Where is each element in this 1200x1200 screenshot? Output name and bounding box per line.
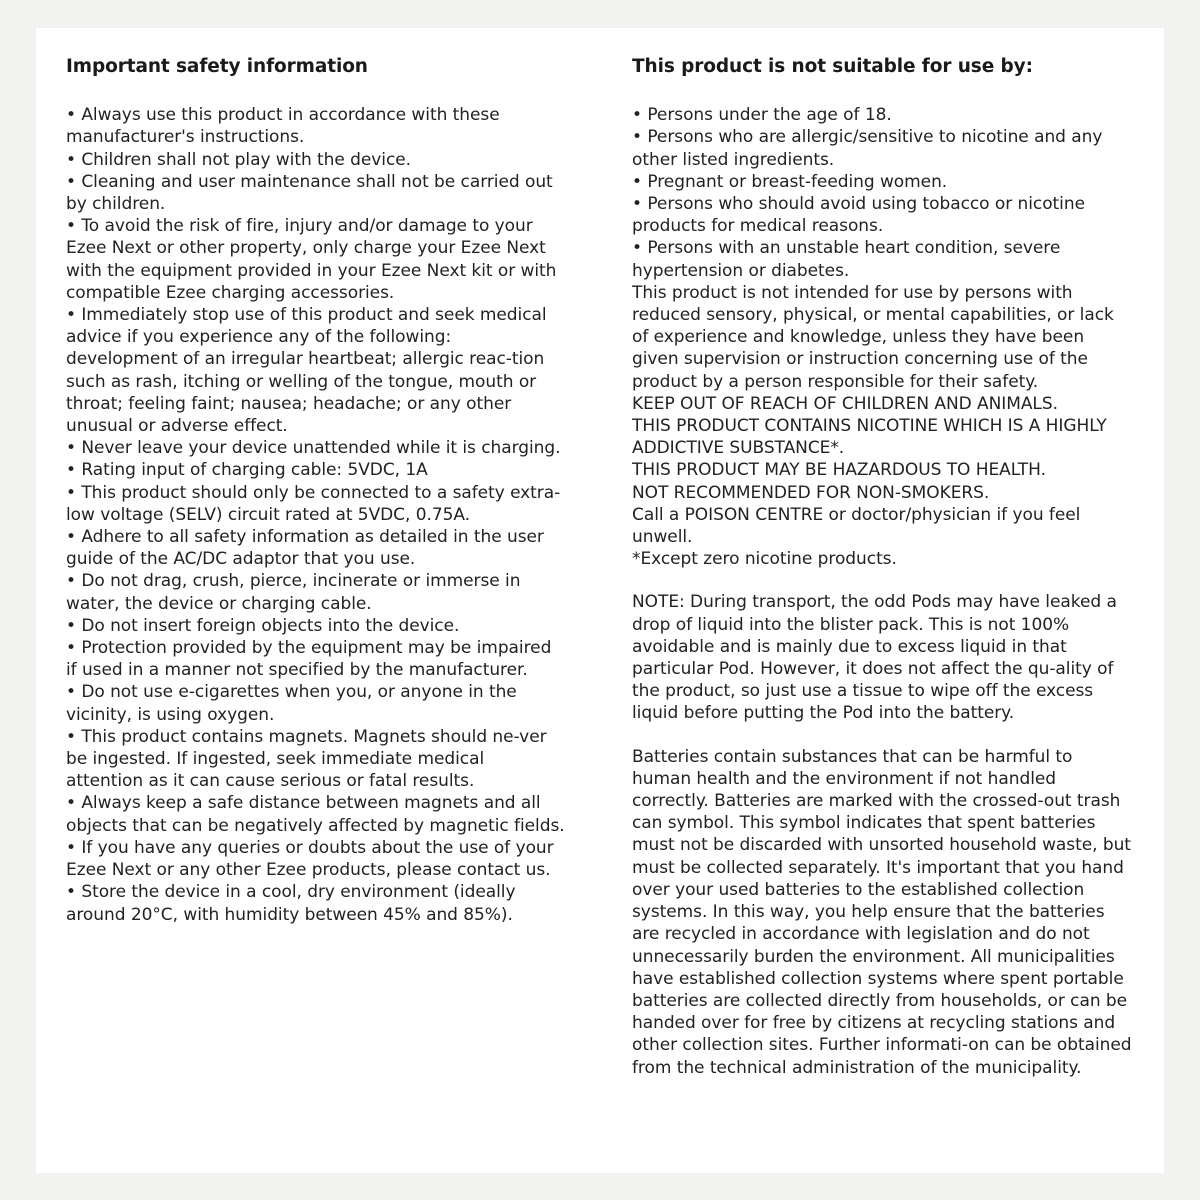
warning-text: NOT RECOMMENDED FOR NON-SMOKERS. — [632, 482, 990, 503]
document-page — [36, 28, 1164, 1173]
list-item: • Always keep a safe distance between magnets and all objects that can be negatively affected by magnetic fields. — [66, 793, 565, 836]
safety-information-column — [66, 56, 566, 1079]
warning-text: Call a POISON CENTRE or doctor/physician if you feel unwell. — [632, 504, 1081, 548]
safety-information-heading: Important safety information — [66, 56, 368, 77]
list-item: • Persons who are allergic/sensitive to nicotine and any other listed ingredients. — [632, 127, 1103, 170]
list-item: • This product should only be connected to a safety extra-low voltage (SELV) circuit rated at 5VDC, 0.75A. — [66, 482, 561, 525]
list-item: • Pregnant or breast-feeding women. — [632, 171, 948, 192]
list-item: • Rating input of charging cable: 5VDC, 1A — [66, 460, 428, 481]
list-item: • Store the device in a cool, dry environment (ideally around 20°C, with humidity between 45% and 85%). — [66, 882, 516, 925]
not-suitable-heading: This product is not suitable for use by: — [632, 56, 1033, 77]
paragraph: This product is not intended for use by persons with reduced sensory, physical, or mental capabilities, or lack of experience and knowledge, unless they have been given supervision or instruction concerning use of the product by a person responsible for their safety. — [632, 282, 1114, 392]
list-item: • Never leave your device unattended while it is charging. — [66, 438, 561, 459]
list-item: • Do not use e-cigarettes when you, or anyone in the vicinity, is using oxygen. — [66, 682, 517, 725]
warning-text: KEEP OUT OF REACH OF CHILDREN AND ANIMALS. — [632, 393, 1058, 414]
list-item: • Protection provided by the equipment may be impaired if used in a manner not specified by the manufacturer. — [66, 638, 552, 681]
list-item: • Always use this product in accordance with these manufacturer's instructions. — [66, 105, 500, 148]
list-item: • Immediately stop use of this product and seek medical advice if you experience any of the following: development of an irregular heartbeat; allergic reac-tion such as rash, itching or welling of the tongue, mouth or throat; feeling faint; nausea; headache; or any other unusual or adverse effect. — [66, 305, 547, 437]
list-item: • Do not drag, crush, pierce, incinerate or immerse in water, the device or charging cable. — [66, 571, 521, 614]
list-item: • Cleaning and user maintenance shall not be carried out by children. — [66, 171, 553, 214]
transport-note-paragraph: NOTE: During transport, the odd Pods may have leaked a drop of liquid into the blister pack. This is not 100% avoidable and is mainly due to excess liquid in that particular Pod. However, it does not affect the qu-ality of the product, so just use a tissue to wipe off the excess liquid before putting the Pod into the battery. — [632, 592, 1117, 724]
list-item: • This product contains magnets. Magnets should ne-ver be ingested. If ingested, seek immediate medical attention as it can cause serious or fatal results. — [66, 726, 547, 792]
warning-text: THIS PRODUCT MAY BE HAZARDOUS TO HEALTH. — [632, 460, 1046, 481]
list-item: • Do not insert foreign objects into the device. — [66, 615, 460, 636]
list-item: • If you have any queries or doubts about the use of your Ezee Next or any other Ezee products, please contact us. — [66, 837, 554, 881]
battery-disposal-paragraph: Batteries contain substances that can be harmful to human health and the environment if not handled correctly. Batteries are marked with the crossed-out trash can symbol. This symbol indicates that spent batteries must not be discarded with unsorted household waste, but must be collected separately. It's important that you hand over your used batteries to the established collection systems. In this way, you help ensure that the batteries are recycled in accordance with legislation and do not unnecessarily burden the environment. All municipalities have established collection systems where spent portable batteries are collected directly from households, or can be handed over for free by citizens at recycling stations and other collection sites. Further informati-on can be obtained from the technical administration of the municipality. — [632, 746, 1132, 1078]
safety-information-body — [66, 104, 566, 926]
footnote-text: *Except zero nicotine products. — [632, 549, 897, 570]
list-item: • Persons under the age of 18. — [632, 105, 892, 126]
not-suitable-column — [632, 56, 1132, 1079]
list-item: • Adhere to all safety information as detailed in the user guide of the AC/DC adaptor that you use. — [66, 527, 544, 570]
document-columns — [66, 56, 1134, 1079]
list-item: • Children shall not play with the device. — [66, 149, 412, 170]
list-item: • Persons with an unstable heart condition, severe hypertension or diabetes. — [632, 238, 1061, 281]
not-suitable-body — [632, 104, 1132, 1079]
list-item: • Persons who should avoid using tobacco or nicotine products for medical reasons. — [632, 194, 1085, 237]
warning-text: THIS PRODUCT CONTAINS NICOTINE WHICH IS A HIGHLY ADDICTIVE SUBSTANCE*. — [632, 416, 1107, 459]
list-item: • To avoid the risk of fire, injury and/or damage to your Ezee Next or other property, only charge your Ezee Next with the equipment provided in your Ezee Next kit or with compatible Ezee charging accessories. — [66, 216, 557, 303]
